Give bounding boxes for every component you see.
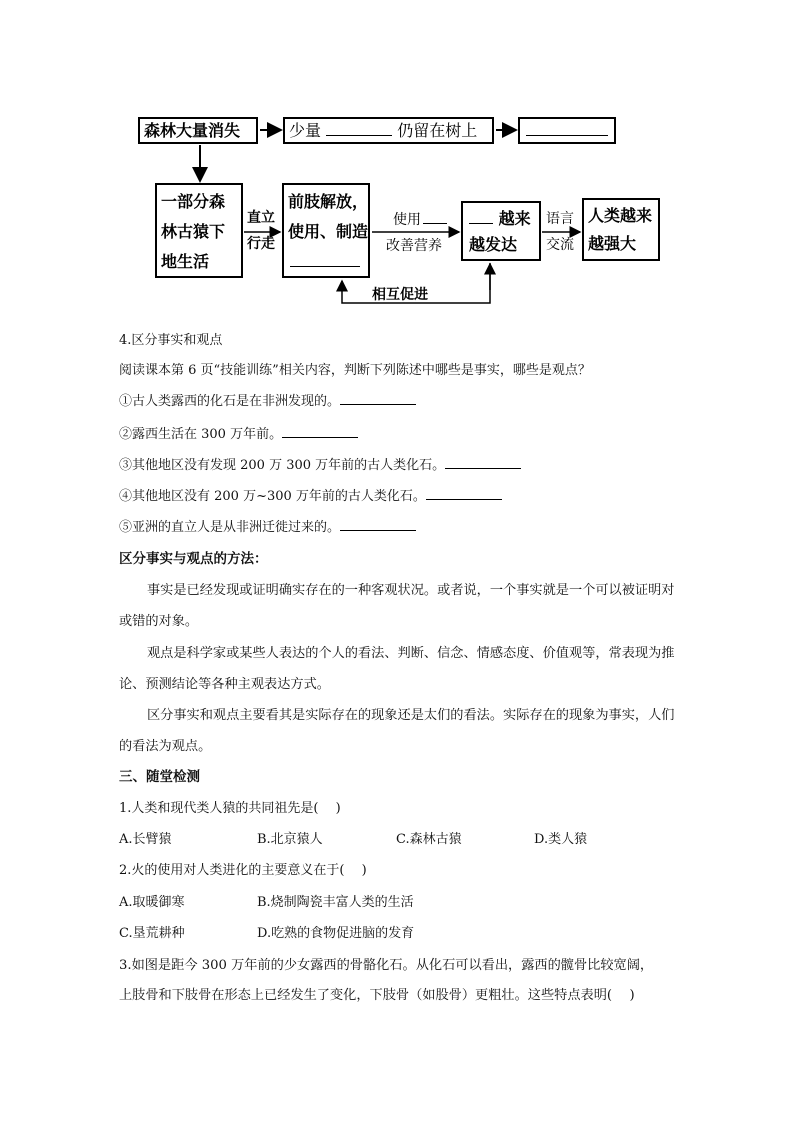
evolution-flow-diagram	[0, 0, 794, 320]
box-part-line1: 一部分森	[161, 192, 226, 211]
method-paragraph-fact: 事实是已经发现或证明确实存在的一种客观状况。或者说，一个事实就是一个可以被证明对或错的对象。	[119, 583, 675, 629]
fact-item-5	[119, 518, 416, 538]
q1-option-a[interactable]: A.长臂猿	[119, 832, 172, 847]
section4-intro: 阅读课本第 6 页“技能训练”相关内容，判断下列陈述中哪些是事实，哪些是观点？	[119, 363, 591, 378]
label-communication: 交流	[546, 237, 574, 253]
box-forest-disappear: 森林大量消失	[138, 117, 258, 144]
box-brain	[461, 201, 541, 261]
quiz-title: 三、随堂检测	[119, 769, 200, 785]
fact-item-2	[119, 425, 358, 445]
method-paragraph-opinion: 观点是科学家或某些人表达的个人的看法、判断、信念、情感态度、价值观等，常表现为推论、预测结论等各种主观表达方式。	[119, 646, 675, 692]
label-language: 语言	[546, 211, 574, 227]
blank-use[interactable]	[423, 209, 447, 224]
label-upright-1: 直立	[247, 210, 275, 226]
box-human-stronger	[582, 198, 660, 261]
box-brain-line2: 越发达	[469, 235, 518, 254]
label-use-text: 使用	[393, 212, 421, 228]
fact-item-1	[119, 392, 416, 412]
answer-blank-4[interactable]	[426, 487, 502, 500]
question-3-line2: 上肢骨和下肢骨在形态上已经发生了变化，下肢骨（如股骨）更粗壮。这些特点表明( )	[119, 988, 635, 1003]
box-part-line2: 林古猿下	[161, 222, 226, 241]
blank-tools[interactable]	[290, 250, 360, 267]
method-paragraph-distinguish: 区分事实和观点主要看其是实际存在的现象还是太们的看法。实际存在的现象为事实，人们的看法为观点。	[119, 708, 675, 754]
section4-title: 4.区分事实和观点	[119, 333, 223, 348]
method-title: 区分事实与观点的方法：	[119, 551, 268, 567]
answer-blank-3[interactable]	[445, 456, 521, 469]
question-1: 1.人类和现代类人猿的共同祖先是( )	[119, 801, 341, 816]
question-3-line1: 3.如图是距今 300 万年前的少女露西的骨骼化石。从化石可以看出，露西的髋骨比较宽阔，	[119, 958, 654, 973]
blank-result[interactable]	[526, 119, 608, 136]
blank-brain[interactable]	[469, 209, 493, 224]
diagram-arrows	[0, 0, 794, 320]
answer-blank-2[interactable]	[282, 425, 358, 438]
box-strong-line2: 越强大	[588, 234, 637, 253]
box-strong-line1: 人类越来	[588, 206, 653, 225]
q2-option-a[interactable]: A.取暖御寒	[119, 895, 185, 910]
box-limb-line1: 前肢解放，	[288, 192, 369, 211]
fact-item-3	[119, 456, 521, 476]
box-limb-line2: 使用、制造	[288, 222, 369, 241]
box-part-line3: 地生活	[161, 252, 210, 271]
fact-item-3-text: ③其他地区没有发现 200 万 300 万年前的古人类化石。	[119, 458, 446, 473]
q1-option-d[interactable]: D.类人猿	[534, 832, 588, 847]
answer-blank-5[interactable]	[340, 518, 416, 531]
box-few-remain	[283, 117, 494, 144]
box-few-post: 仍留在树上	[397, 121, 478, 140]
box-few-pre: 少量	[289, 121, 322, 140]
q1-option-b[interactable]: B.北京猿人	[257, 832, 323, 847]
label-nutrition: 改善营养	[386, 238, 442, 254]
label-use	[393, 209, 447, 230]
box-brain-post: 越来	[498, 209, 531, 228]
fact-item-4	[119, 487, 502, 507]
fact-item-1-text: ①古人类露西的化石是在非洲发现的。	[119, 394, 341, 409]
q2-option-d[interactable]: D.吃熟的食物促进脑的发育	[257, 926, 415, 941]
answer-blank-1[interactable]	[340, 392, 416, 405]
fact-item-4-text: ④其他地区没有 200 万~300 万年前的古人类化石。	[119, 489, 426, 504]
box-blank-answer	[518, 117, 616, 144]
blank-few[interactable]	[326, 135, 392, 136]
fact-item-2-text: ②露西生活在 300 万年前。	[119, 427, 283, 442]
q2-option-b[interactable]: B.烧制陶瓷丰富人类的生活	[257, 895, 414, 910]
label-upright-2: 行走	[247, 236, 275, 252]
box-forelimb	[282, 183, 370, 278]
label-mutual-promotion: 相互促进	[372, 287, 428, 303]
fact-item-5-text: ⑤亚洲的直立人是从非洲迁徙过来的。	[119, 520, 341, 535]
q2-option-c[interactable]: C.垦荒耕种	[119, 926, 185, 941]
question-2: 2.火的使用对人类进化的主要意义在于( )	[119, 863, 367, 878]
box-part-forest-apes	[155, 183, 243, 278]
q1-option-c[interactable]: C.森林古猿	[396, 832, 462, 847]
